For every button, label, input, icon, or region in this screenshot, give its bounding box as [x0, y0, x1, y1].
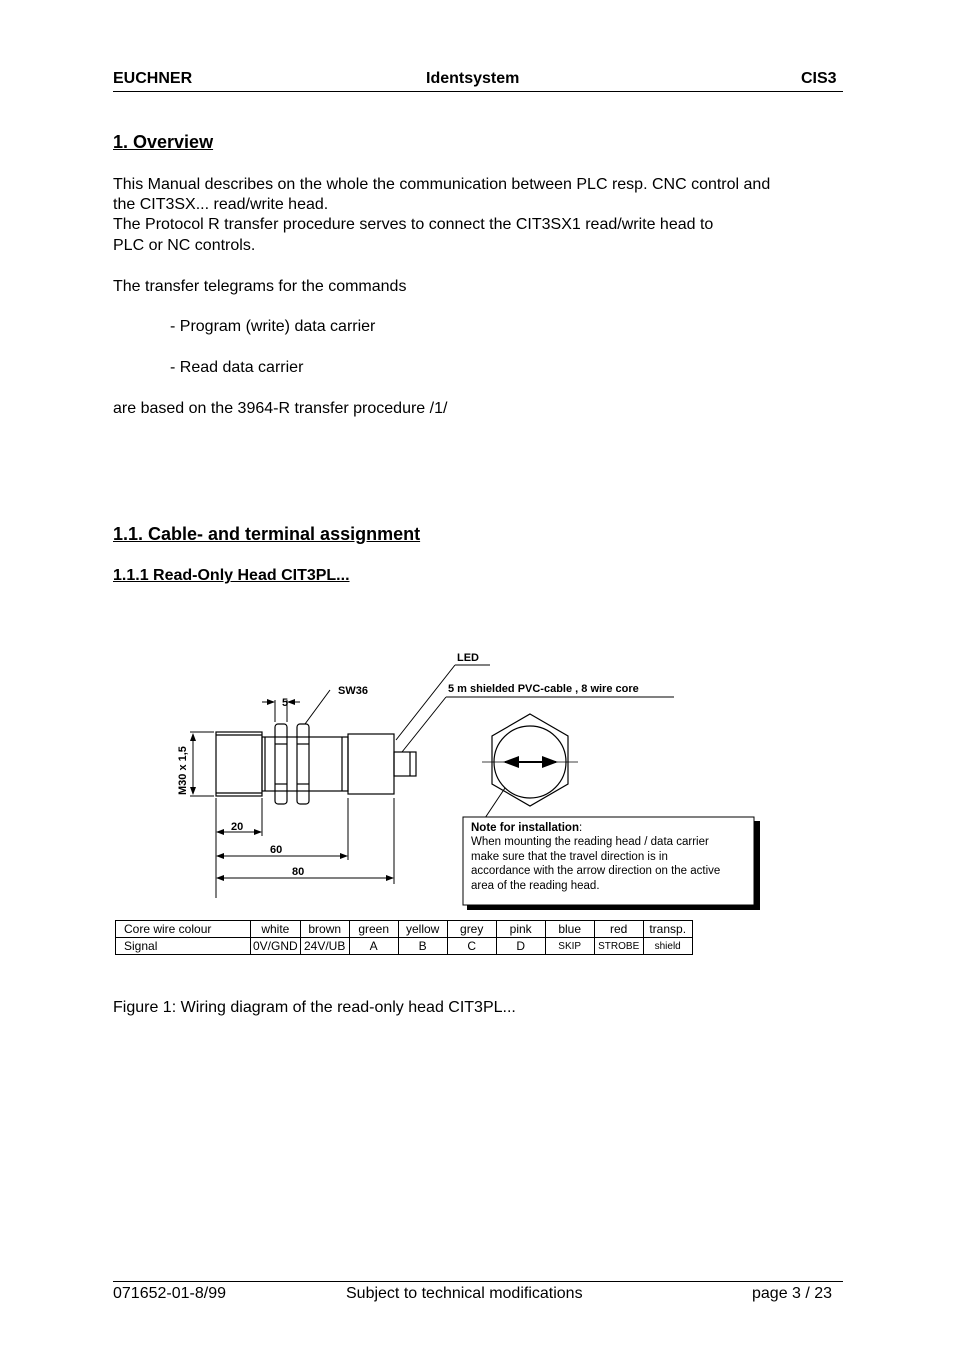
paragraph-line: PLC or NC controls. — [113, 237, 256, 254]
table-row — [116, 938, 693, 955]
note-line: area of the reading head. — [471, 879, 600, 892]
section-title-cable: 1.1. Cable- and terminal assignment — [113, 524, 421, 544]
subsection-title-readonly-head: 1.1.1 Read-Only Head CIT3PL... — [113, 567, 350, 584]
footer-doc-number: 071652-01-8/99 — [113, 1285, 226, 1302]
installation-note — [471, 821, 756, 893]
table-cell: A — [349, 938, 398, 955]
header-product: CIS3 — [801, 70, 837, 87]
table-cell: B — [398, 938, 447, 955]
sensor-body — [216, 724, 416, 804]
footer-rule — [113, 1281, 843, 1282]
table-cell: blue — [545, 921, 594, 938]
dim-20-label: 20 — [231, 821, 244, 833]
note-title-colon: : — [578, 822, 583, 834]
table-cell: transp. — [643, 921, 692, 938]
dim-5-label: 5 — [282, 697, 289, 709]
table-cell: shield — [643, 938, 692, 955]
table-cell: red — [594, 921, 643, 938]
table-cell: yellow — [398, 921, 447, 938]
table-cell: white — [251, 921, 301, 938]
wire-colour-table — [115, 920, 693, 955]
table-cell: brown — [300, 921, 349, 938]
table-cell: pink — [496, 921, 545, 938]
dim-80-label: 80 — [292, 866, 305, 878]
table-cell: SKIP — [545, 938, 594, 955]
hex-front-view — [482, 714, 578, 806]
led-label: LED — [457, 652, 479, 664]
note-line: accordance with the arrow direction on the active — [471, 865, 721, 878]
table-cell: grey — [447, 921, 496, 938]
paragraph-commands: The transfer telegrams for the commands — [113, 278, 407, 295]
footer-notice: Subject to technical modifications — [346, 1285, 583, 1302]
bullet-item: - Read data carrier — [170, 359, 304, 376]
paragraph-procedure: are based on the 3964-R transfer procedure /1/ — [113, 400, 448, 417]
table-cell: 0V/GND — [251, 938, 301, 955]
note-title: Note for installation — [471, 822, 579, 834]
table-cell: green — [349, 921, 398, 938]
paragraph-line: This Manual describes on the whole the communication between PLC resp. CNC control and — [113, 176, 771, 193]
table-cell: C — [447, 938, 496, 955]
table-row — [116, 921, 693, 938]
thread-dim-label: M30 x 1,5 — [177, 746, 189, 795]
header-title: Identsystem — [426, 70, 520, 87]
table-cell: D — [496, 938, 545, 955]
table-cell: 24V/UB — [300, 938, 349, 955]
paragraph-line: the CIT3SX... read/write head. — [113, 196, 329, 213]
section-title-overview: 1. Overview — [113, 132, 214, 152]
header-company: EUCHNER — [113, 70, 193, 87]
cable-label: 5 m shielded PVC-cable , 8 wire core — [448, 683, 639, 695]
row-label: Signal — [116, 938, 251, 955]
sw-label: SW36 — [338, 685, 368, 697]
footer-page-number: page 3 / 23 — [752, 1285, 833, 1302]
dim-60-label: 60 — [270, 844, 283, 856]
figure-caption: Figure 1: Wiring diagram of the read-only head CIT3PL... — [113, 999, 516, 1016]
bullet-item: - Program (write) data carrier — [170, 318, 376, 335]
paragraph-line: The Protocol R transfer procedure serves to connect the CIT3SX1 read/write head to — [113, 216, 714, 233]
note-line: make sure that the travel direction is in — [471, 850, 668, 863]
note-line: When mounting the reading head / data carrier — [471, 836, 709, 849]
table-cell: STROBE — [594, 938, 643, 955]
row-label: Core wire colour — [116, 921, 251, 938]
